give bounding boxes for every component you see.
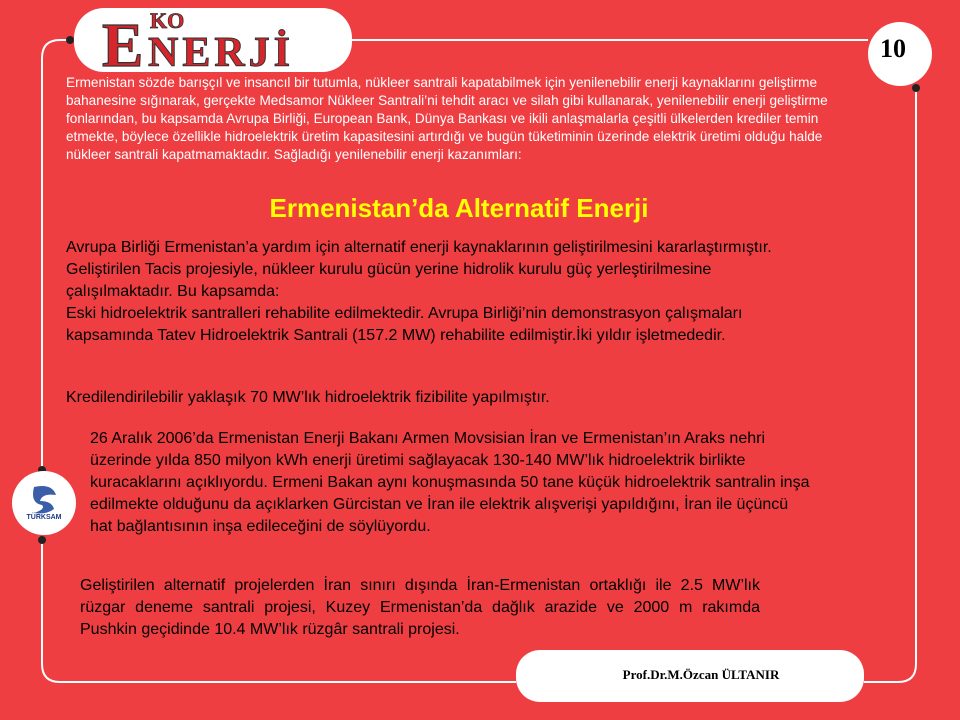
logo-letters-nerji: NERJİ: [148, 30, 295, 74]
turksam-logo: [12, 471, 76, 535]
intro-text: Ermenistan sözde barışçıl ve insancıl bir tutumla, nükleer santrali kapatabilmek için yenilenebilir enerji kaynaklarını geliştirme bahanesine sığınarak, gerçekte Medsamor Nükleer Santrali’ni tehdit aracı ve silah gibi kullanarak, yenilenebilir enerji geliştirme fonlarından, bu kapsamda Avrupa Birliği, European Bank, Dünya Bankası ve ikili anlaşmalarla çeşitli ülkelerden krediler temin etmekte, böylece özellikle hidroelektrik üretim kapasitesini artırdığı ve bugün tüketiminin üzerinde elektrik üretimi olduğu halde nükleer santrali kapatmamaktadır. Sağladığı yenilenebilir enerji kazanımları:: [66, 75, 828, 162]
paragraph-wind-projects: Geliştirilen alternatif projelerden İran sınırı dışında İran-Ermenistan ortaklığı ile 2.5 MW’lık rüzgar deneme santrali projesi, Kuzey Ermenistan’da dağlık arazide ve 2000 m rakımda Pushkin geçidinde 10.4 MW’lık rüzgâr santrali projesi.: [80, 577, 760, 638]
page-number: 10: [880, 34, 906, 63]
paragraph-eu-aid-a: Avrupa Birliği Ermenistan’a yardım için alternatif enerji kaynaklarının geliştirilmesini kararlaştırmıştır. Geliştirilen Tacis projesiyle, nükleer kurulu gücün yerine hidrolik kurulu güç yerleştirilmesine çalışılmaktadır. Bu kapsamda:: [66, 239, 772, 300]
paragraph-eu-aid-b: Eski hidroelektrik santralleri rehabilite edilmektedir. Avrupa Birliği’nin demonstrasyon çalışmaları kapsamında Tatev Hidroelektrik Santrali (157.2 MW) rehabilite edilmiştir.İki yıldır işletmededir.: [66, 305, 743, 344]
turksam-emblem-icon: [12, 471, 76, 535]
author-name: Prof.Dr.M.Özcan ÜLTANIR: [622, 667, 780, 682]
paragraph-feasibility: Kredilendirilebilir yaklaşık 70 MW’lık hidroelektrik fizibilite yapılmıştır.: [66, 389, 550, 406]
eko-enerji-logo: [100, 4, 340, 74]
paragraph-eu-aid: [66, 237, 786, 347]
turksam-label: TÜRKSAM: [26, 514, 62, 521]
logo-letter-e: E: [102, 12, 144, 74]
paragraph-iran-armenia: 26 Aralık 2006’da Ermenistan Enerji Bakanı Armen Movsisian İran ve Ermenistan’ın Araks nehri üzerinde yılda 850 milyon kWh enerji üretimi sağlayacak 130-140 MW’lık hidroelektrik birlikte kuracaklarını açıklıyordu. Ermeni Bakan aynı konuşmasında 50 tane küçük hidroelektrik santralin inşa edilmekte olduğunu da açıklarken Gürcistan ve İran ile elektrik alışverişi yapıldığını, İran ile üçüncü hat bağlantısının inşa edileceğini de söylüyordu.: [90, 430, 810, 535]
slide-heading: Ermenistan’da Alternatif Enerji: [269, 193, 649, 223]
logo-letters-ko: KO: [150, 8, 185, 33]
